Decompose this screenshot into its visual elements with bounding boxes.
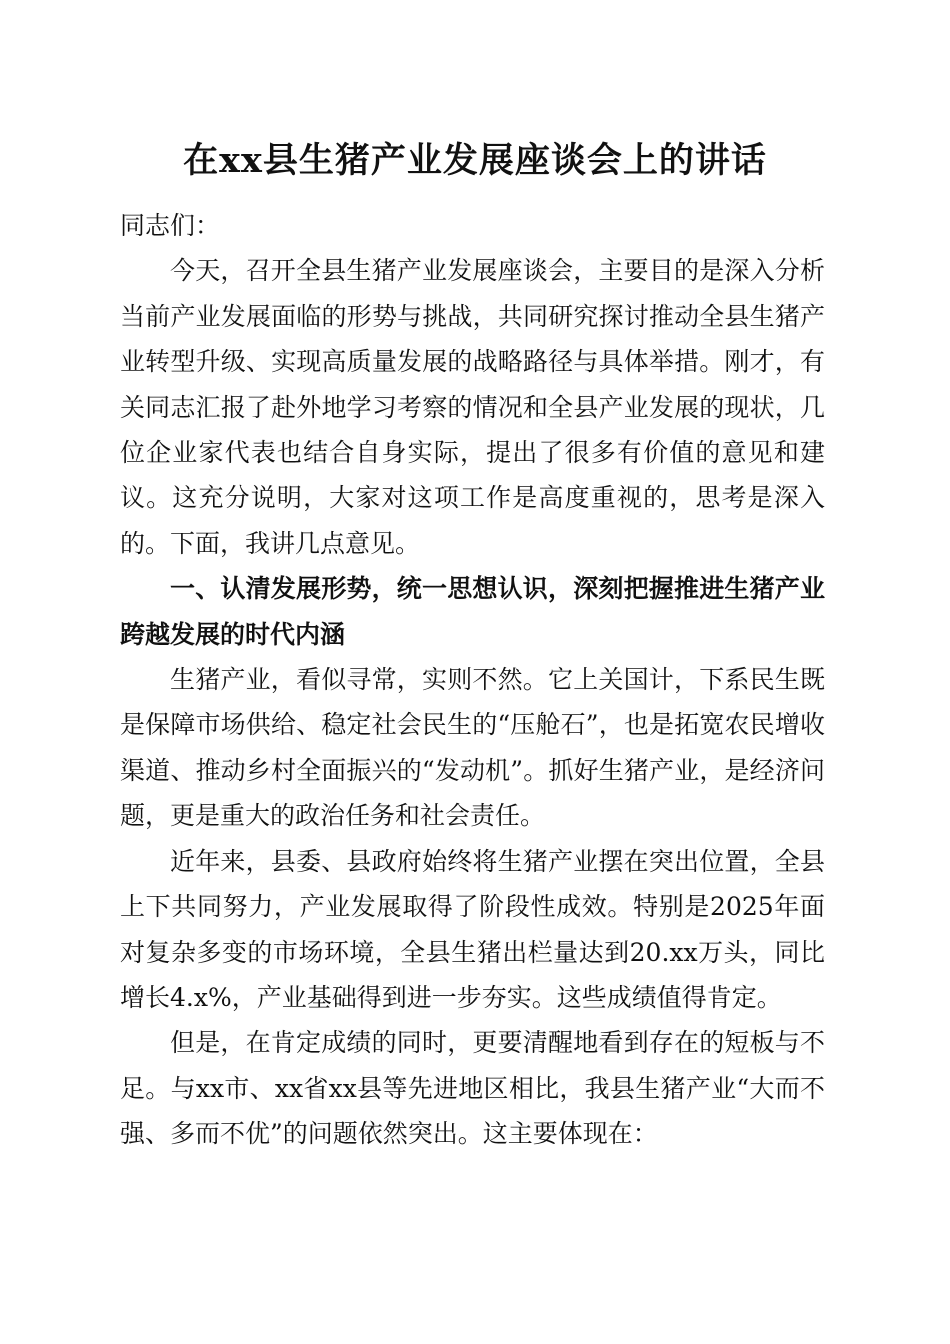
salutation: 同志们： <box>120 211 221 240</box>
section-heading-1: 一、认清发展形势，统一思想认识，深刻把握推进生猪产业跨越发展的时代内涵 <box>120 574 825 649</box>
paragraph-significance: 生猪产业，看似寻常，实则不然。它上关国计，下系民生既是保障市场供给、稳定社会民生的“压舱石”，也是拓宽农民增收渠道、推动乡村全面振兴的“发动机”。抓好生猪产业，是经济问题，更是重大的政治任务和社会责任。 <box>120 665 825 831</box>
paragraph-opening: 今天，召开全县生猪产业发展座谈会，主要目的是深入分析当前产业发展面临的形势与挑战，共同研究探讨推动全县生猪产业转型升级、实现高质量发展的战略路径与具体举措。刚才，有关同志汇报了赴外地学习考察的情况和全县产业发展的现状，几位企业家代表也结合自身实际，提出了很多有价值的意见和建议。这充分说明，大家对这项工作是高度重视的，思考是深入的。下面，我讲几点意见。 <box>120 256 825 558</box>
document-body <box>120 203 825 1157</box>
paragraph-shortcomings: 但是，在肯定成绩的同时，更要清醒地看到存在的短板与不足。与xx市、xx省xx县等先进地区相比，我县生猪产业“大而不强、多而不优”的问题依然突出。这主要体现在： <box>120 1028 825 1149</box>
document-title: 在xx县生猪产业发展座谈会上的讲话 <box>183 140 767 181</box>
paragraph-achievements: 近年来，县委、县政府始终将生猪产业摆在突出位置，全县上下共同努力，产业发展取得了阶段性成效。特别是2025年面对复杂多变的市场环境，全县生猪出栏量达到20.xx万头，同比增长4.x%，产业基础得到进一步夯实。这些成绩值得肯定。 <box>120 846 825 1012</box>
